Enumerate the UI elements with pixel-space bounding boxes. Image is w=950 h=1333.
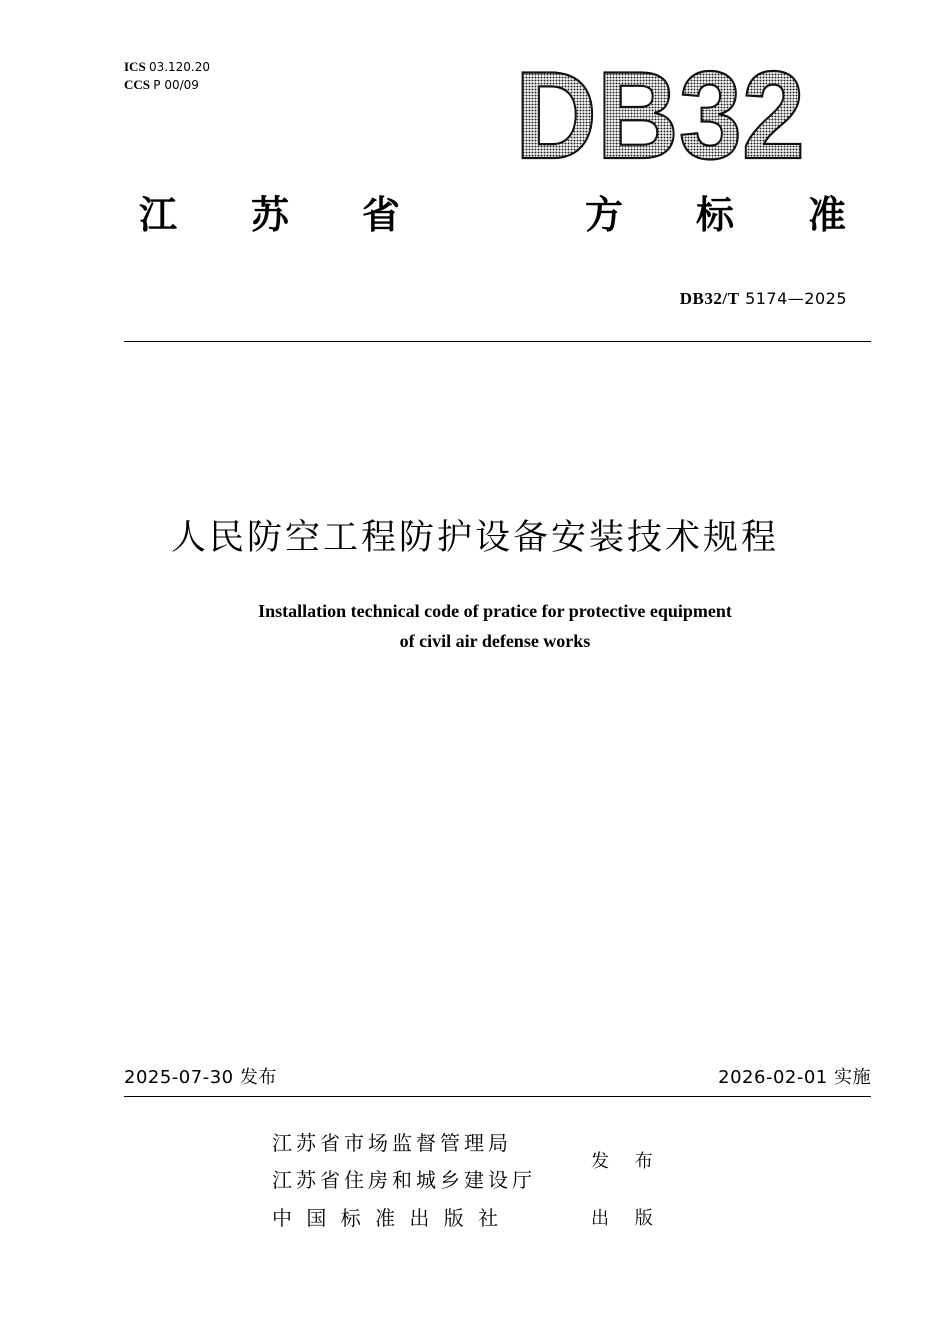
logo-text: DB32 xyxy=(515,58,805,168)
ccs-code: P 00/09 xyxy=(153,78,199,92)
classification-codes xyxy=(124,58,210,94)
issue-date: 2025-07-30 发布 xyxy=(124,1067,277,1088)
province-char-3: 省 xyxy=(362,193,401,237)
title-english-line-1: Installation technical code of pratice for protective equipment xyxy=(258,601,732,621)
title-chinese: 人民防空工程防护设备安装技术规程 xyxy=(170,518,779,558)
province-char-6: 标 xyxy=(696,193,735,237)
ics-label: ICS xyxy=(124,59,146,74)
standard-prefix: DB32/T xyxy=(679,289,740,308)
ccs-label: CCS xyxy=(124,77,151,92)
province-char-2: 苏 xyxy=(251,193,290,237)
ics-code: 03.120.20 xyxy=(148,60,211,74)
issuer-1: 江苏省市场监督管理局 xyxy=(272,1131,512,1155)
issue-action: 发 布 xyxy=(591,1151,663,1172)
ccs-line xyxy=(124,76,210,94)
title-english-line-2: of civil air defense works xyxy=(399,631,591,651)
publisher: 中 国 标 准 出 版 社 xyxy=(272,1206,503,1230)
province-char-7: 准 xyxy=(808,193,847,237)
ics-line xyxy=(124,58,210,76)
standard-code: 5174—2025 xyxy=(745,289,847,308)
issuer-2: 江苏省住房和城乡建设厅 xyxy=(272,1168,536,1192)
top-rule xyxy=(124,341,871,342)
bottom-rule xyxy=(124,1096,871,1097)
standard-number xyxy=(680,289,847,309)
publish-action: 出 版 xyxy=(591,1208,663,1229)
province-char-1: 江 xyxy=(139,193,178,237)
implementation-date: 2026-02-01 实施 xyxy=(718,1067,871,1088)
db32-logo xyxy=(510,58,810,168)
province-char-5: 方 xyxy=(585,193,624,237)
